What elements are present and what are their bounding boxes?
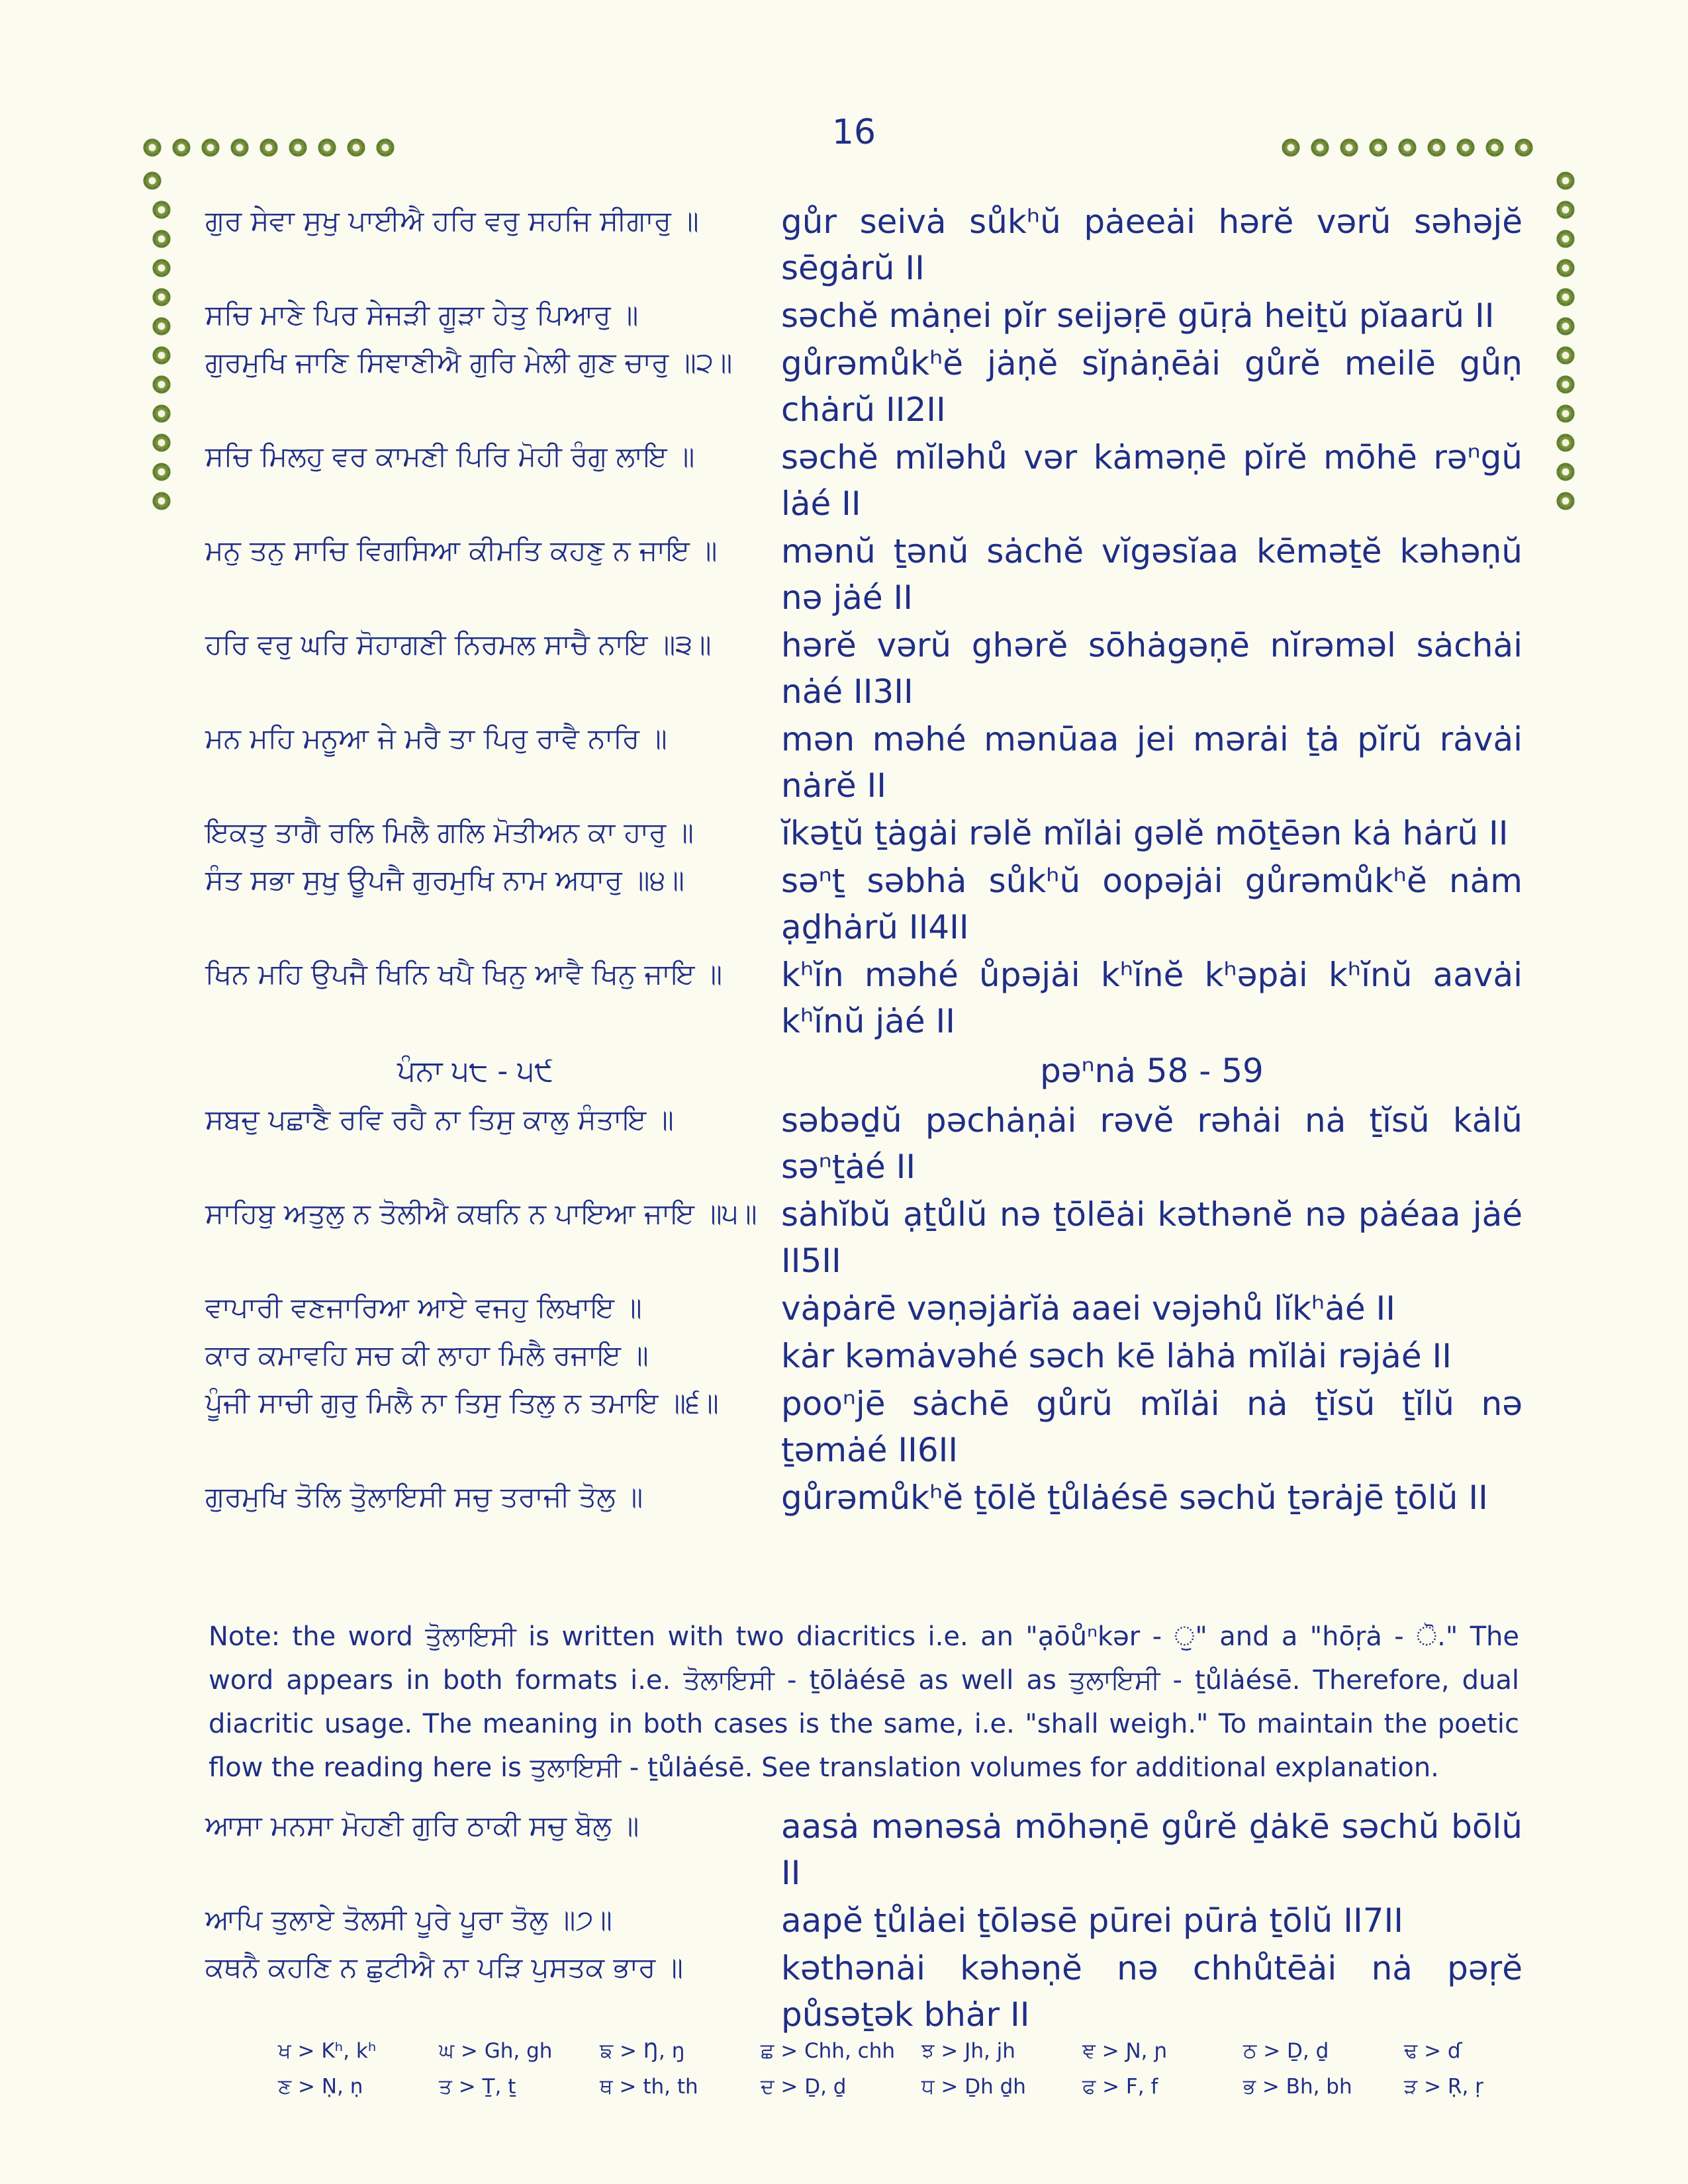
transliteration-line: aasȧ mənəsȧ mōhəṇē gůrĕ ḏȧkē səchŭ bōlŭ II: [781, 1807, 1523, 1892]
flower-icon: [1339, 138, 1359, 158]
gurmukhi-line: ਹਰਿ ਵਰੁ ਘਰਿ ਸੋਹਾਗਣੀ ਨਿਰਮਲ ਸਾਚੈ ਨਾਇ ॥੩॥: [205, 628, 712, 660]
flower-icon: [1556, 345, 1575, 365]
transliteration-line: səⁿṯ səbhȧ sůkʰŭ oopəjȧi gůrəmůkʰĕ nȧm ạḏhȧrŭ II4II: [781, 862, 1523, 946]
flower-icon: [1556, 404, 1575, 424]
gurmukhi-line: ਆਪਿ ਤੁਲਾਏ ਤੋਲਸੀ ਪੂਰੇ ਪੂਰਾ ਤੋਲੁ ॥੭॥: [205, 1903, 612, 1936]
flower-icon: [1485, 138, 1505, 158]
verse-row: [205, 199, 1523, 291]
gurmukhi-line: ਸਬਦੁ ਪਛਾਣੈ ਰਵਿ ਰਹੈ ਨਾ ਤਿਸੁ ਕਾਲੁ ਸੰਤਾਇ ॥: [205, 1103, 674, 1136]
legend-item: ਫ > F, f: [1082, 2075, 1158, 2099]
gurmukhi-line: ਗੁਰ ਸੇਵਾ ਸੁਖੁ ਪਾਈਐ ਹਰਿ ਵਰੁ ਸਹਜਿ ਸੀਗਾਰੁ ॥: [205, 205, 699, 237]
transliteration-legend: [278, 2033, 1565, 2105]
gurmukhi-line: ਸਾਹਿਬੁ ਅਤੁਲੁ ਨ ਤੋਲੀਐ ਕਥਨਿ ਨ ਪਾਇਆ ਜਾਇ ॥੫॥: [205, 1197, 757, 1230]
flower-icon: [1556, 491, 1575, 511]
flower-icon: [152, 200, 171, 220]
legend-item: ਖ > Kʰ, kʰ: [278, 2039, 377, 2063]
flower-icon: [1281, 138, 1301, 158]
legend-item: ਤ > Ṯ, ṯ: [439, 2075, 516, 2099]
transliteration-line: səchĕ mȧṇei pĭr seijəṛē gūṛȧ heiṯŭ pĭaarŭ II: [781, 296, 1495, 335]
legend-item: ਙ > Ŋ, ŋ: [600, 2039, 685, 2063]
transliteration-line: aapĕ ṯůlȧei ṯōləsē pūrei pūrȧ ṯōlŭ II7II: [781, 1901, 1404, 1940]
gurmukhi-line: ਖਿਨ ਮਹਿ ਉਪਜੈ ਖਿਨਿ ਖਪੈ ਖਿਨੁ ਆਵੈ ਖਿਨੁ ਜਾਇ ॥: [205, 958, 723, 990]
verse-row: [205, 952, 1523, 1044]
flower-icon: [1397, 138, 1417, 158]
verse-row: [205, 434, 1523, 527]
flower-icon: [1514, 138, 1534, 158]
page-reference-translit: pəⁿnȧ 58 - 59: [1040, 1052, 1264, 1090]
flower-icon: [1368, 138, 1388, 158]
flower-icon: [1556, 433, 1575, 453]
transliteration-line: mən məhé mənūaa jei mərȧi ṯȧ pĭrŭ rȧvȧi nȧrĕ II: [781, 720, 1523, 805]
transliteration-line: vȧpȧrē vəṇəjȧrĭȧ aaei vəjəhů lĭkʰȧé II: [781, 1289, 1395, 1328]
flower-icon: [152, 433, 171, 453]
verse-row: [205, 1475, 1523, 1521]
flower-icon: [1556, 229, 1575, 249]
flower-icon: [1556, 316, 1575, 336]
transliteration-line: kəthənȧi kəhəṇĕ nə chhůtēȧi nȧ pəṛĕ půsəṯək bhȧr II: [781, 1949, 1523, 2034]
flower-icon: [259, 138, 279, 158]
transliteration-line: hərĕ vərŭ ghərĕ sōhȧgəṇē nĭrəməl sȧchȧi nȧé II3II: [781, 626, 1523, 711]
flower-icon: [171, 138, 191, 158]
flower-icon: [1456, 138, 1476, 158]
flower-icon: [152, 287, 171, 307]
legend-item: ਣ > Ṇ, ṇ: [278, 2075, 363, 2099]
verse-row: [205, 1191, 1523, 1284]
legend-item: ਧ > Ḏh ḏh: [921, 2075, 1026, 2099]
flower-icon: [142, 171, 162, 191]
legend-item: ਭ > Bh, bh: [1243, 2075, 1352, 2099]
page-reference: [205, 1044, 1523, 1097]
verse-row: [205, 858, 1523, 950]
transliteration-line: pooⁿjē sȧchē gůrŭ mĭlȧi nȧ ṯĭsŭ ṯĭlŭ nə ṯəmȧé II6II: [781, 1385, 1523, 1469]
flower-icon: [152, 404, 171, 424]
legend-item: ਘ > Gh, gh: [439, 2039, 553, 2063]
transliteration-line: səbəḏŭ pəchȧṇȧi rəvĕ rəhȧi nȧ ṯĭsŭ kȧlŭ səⁿṯȧé II: [781, 1101, 1523, 1186]
verse-row: [205, 1097, 1523, 1190]
flower-icon: [1310, 138, 1330, 158]
gurmukhi-line: ਸਚਿ ਮਿਲਹੁ ਵਰ ਕਾਮਣੀ ਪਿਰਿ ਮੋਹੀ ਰੰਗੁ ਲਾਇ ॥: [205, 440, 695, 473]
flower-icon: [1556, 462, 1575, 482]
legend-row: [278, 2069, 1565, 2105]
legend-item: ਛ > Chh, chh: [761, 2039, 896, 2063]
flower-icon: [1556, 200, 1575, 220]
gurmukhi-line: ਮਨੁ ਤਨੁ ਸਾਚਿ ਵਿਗਸਿਆ ਕੀਮਤਿ ਕਹਣੁ ਨ ਜਾਇ ॥: [205, 534, 718, 567]
legend-item: ਞ > Ɲ, ɲ: [1082, 2039, 1168, 2063]
flower-icon: [230, 138, 250, 158]
gurmukhi-line: ਗੁਰਮੁਖਿ ਤੋਲਿ ਤੁੋਲਾਇਸੀ ਸਚੁ ਤਰਾਜੀ ਤੋਲੁ ॥: [205, 1480, 643, 1513]
verse-row: [205, 340, 1523, 433]
verse-row: [205, 528, 1523, 621]
page-number: 16: [831, 113, 876, 152]
legend-row: [278, 2033, 1565, 2069]
flower-icon: [317, 138, 337, 158]
transliteration-line: mənŭ ṯənŭ sȧchĕ vĭgəsĭaa kēməṯĕ kəhəṇŭ nə jȧé II: [781, 532, 1523, 617]
verse-row: [205, 716, 1523, 809]
flower-icon: [152, 258, 171, 278]
flower-icon: [201, 138, 220, 158]
gurmukhi-line: ਕਾਰ ਕਮਾਵਹਿ ਸਚ ਕੀ ਲਾਹਾ ਮਿਲੈ ਰਜਾਇ ॥: [205, 1339, 649, 1371]
verse-row: [205, 622, 1523, 715]
gurmukhi-line: ਵਾਪਾਰੀ ਵਣਜਾਰਿਆ ਆਏ ਵਜਹੁ ਲਿਖਾਇ ॥: [205, 1291, 642, 1324]
flower-icon: [152, 316, 171, 336]
flower-icon: [142, 138, 162, 158]
top-left-flower-border: [142, 138, 395, 158]
legend-item: ਝ > Jh, jh: [921, 2039, 1015, 2063]
flower-icon: [1556, 258, 1575, 278]
legend-item: ੜ > Ṛ, ṛ: [1404, 2075, 1483, 2099]
transliteration-line: səchĕ mĭləhů vər kȧməṇē pĭrĕ mōhē rəⁿgŭ lȧé II: [781, 438, 1523, 523]
transliteration-line: gůrəmůkʰĕ jȧṇĕ sĭɲȧṇēȧi gůrĕ meilē gůṇ chȧrŭ II2II: [781, 344, 1523, 429]
verse-table-continued: [205, 1803, 1523, 2038]
gurmukhi-line: ਸਚਿ ਮਾਣੇ ਪਿਰ ਸੇਜੜੀ ਗੂੜਾ ਹੇਤੁ ਪਿਆਰੁ ॥: [205, 298, 639, 331]
top-right-flower-border: [1281, 138, 1534, 158]
gurmukhi-line: ਪੂੰਜੀ ਸਾਚੀ ਗੁਰੁ ਮਿਲੈ ਨਾ ਤਿਸੁ ਤਿਲੁ ਨ ਤਮਾਇ ॥੬॥: [205, 1387, 719, 1419]
left-flower-border: [142, 171, 171, 511]
verse-table: [205, 199, 1523, 1521]
verse-row: [205, 1333, 1523, 1379]
flower-icon: [1427, 138, 1446, 158]
flower-icon: [152, 375, 171, 394]
verse-row: [205, 810, 1523, 856]
transliteration-line: gůrəmůkʰĕ ṯōlĕ ṯůlȧésē səchŭ ṯərȧjē ṯōlŭ II: [781, 1479, 1488, 1517]
legend-item: ਥ > th, th: [600, 2075, 698, 2099]
gurmukhi-line: ਆਸਾ ਮਨਸਾ ਮੋਹਣੀ ਗੁਰਿ ਠਾਕੀ ਸਚੁ ਬੋਲੁ ॥: [205, 1809, 639, 1842]
gurmukhi-line: ਗੁਰਮੁਖਿ ਜਾਣਿ ਸਿਞਾਣੀਐ ਗੁਰਿ ਮੇਲੀ ਗੁਣ ਚਾਰੁ ॥੨॥: [205, 346, 733, 379]
verse-row: [205, 1897, 1523, 1944]
flower-icon: [1556, 375, 1575, 394]
transliteration-line: ĭkəṯŭ ṯȧgȧi rəlĕ mĭlȧi gəlĕ mōṯēən kȧ hȧrŭ II: [781, 814, 1509, 852]
verse-row: [205, 293, 1523, 339]
legend-item: ਠ > Ḏ, ḏ: [1243, 2039, 1329, 2063]
flower-icon: [152, 462, 171, 482]
verse-row: [205, 1945, 1523, 2038]
flower-icon: [1556, 171, 1575, 191]
flower-icon: [152, 491, 171, 511]
flower-icon: [375, 138, 395, 158]
transliteration-line: kʰĭn məhé ůpəjȧi kʰĭnĕ kʰəpȧi kʰĭnŭ aavȧi kʰĭnŭ jȧé II: [781, 956, 1523, 1040]
legend-item: ਢ > ɗ: [1404, 2039, 1462, 2063]
flower-icon: [346, 138, 366, 158]
transliteration-line: gůr seivȧ sůkʰŭ pȧeeȧi hərĕ vərŭ səhəjĕ sēgȧrŭ II: [781, 203, 1523, 287]
gurmukhi-line: ਇਕਤੁ ਤਾਗੈ ਰਲਿ ਮਿਲੈ ਗਲਿ ਮੋਤੀਅਨ ਕਾ ਹਾਰੁ ॥: [205, 816, 694, 848]
gurmukhi-line: ਮਨ ਮਹਿ ਮਨੂਆ ਜੇ ਮਰੈ ਤਾ ਪਿਰੁ ਰਾਵੈ ਨਾਰਿ ॥: [205, 722, 667, 754]
flower-icon: [1556, 287, 1575, 307]
gurmukhi-line: ਸੰਤ ਸਭਾ ਸੁਖੁ ਊਪਜੈ ਗੁਰਮੁਖਿ ਨਾਮ ਅਧਾਰੁ ॥੪॥: [205, 864, 684, 896]
verse-row: [205, 1381, 1523, 1473]
transliteration-line: kȧr kəmȧvəhé səch kē lȧhȧ mĭlȧi rəjȧé II: [781, 1337, 1452, 1375]
flower-icon: [288, 138, 308, 158]
right-flower-border: [1556, 171, 1575, 511]
verse-row: [205, 1803, 1523, 1896]
gurmukhi-line: ਕਥਨੈ ਕਹਣਿ ਨ ਛੁਟੀਐ ਨਾ ਪੜਿ ਪੁਸਤਕ ਭਾਰ ॥: [205, 1951, 683, 1983]
verse-row: [205, 1285, 1523, 1332]
flower-icon: [152, 229, 171, 249]
flower-icon: [152, 345, 171, 365]
legend-item: ਦ > Ḏ, ḏ: [761, 2075, 847, 2099]
transliteration-line: sȧhĭbŭ ạṯůlŭ nə ṯōlēȧi kəthənĕ nə pȧéaa jȧé II5II: [781, 1195, 1523, 1280]
page-reference-gurmukhi: ਪੰਨਾ ੫੮ - ੫੯: [397, 1054, 554, 1088]
diacritic-note: Note: the word ਤੁੋਲਾਇਸੀ is written with two diacritics i.e. an "ạōůⁿkər - ੁ" and a "hōṛȧ - ੋ." The word appears in both formats i.e. ਤੋਲਾਇਸੀ - ṯōlȧésē as well as ਤੁਲਾਇਸੀ - ṯůlȧésē. Therefore, dual diacritic usage. The meaning in both cases is the same, i.e. "shall weigh." To maintain the poetic flow the reading here is ਤੁਲਾਇਸੀ - ṯůlȧésē. See translation volumes for additional explanation.: [209, 1621, 1519, 1783]
